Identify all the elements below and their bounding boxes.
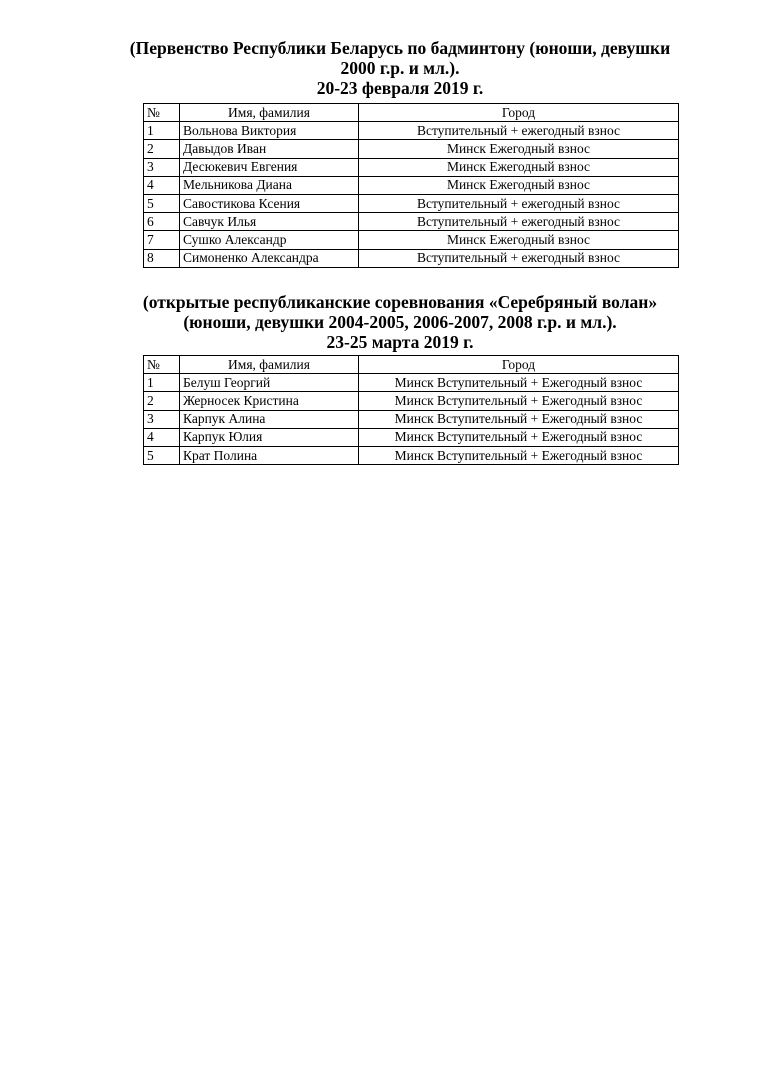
row-number: 7 xyxy=(144,231,180,249)
table-row xyxy=(144,374,679,392)
row-number: 1 xyxy=(144,122,180,140)
participant-name: Крат Полина xyxy=(180,446,359,464)
column-header-number: № xyxy=(144,104,180,122)
participant-name: Симоненко Александра xyxy=(180,249,359,267)
table-row xyxy=(144,410,679,428)
table-row xyxy=(144,176,679,194)
city-fee: Минск Вступительный + Ежегодный взнос xyxy=(359,392,679,410)
city-fee: Минск Вступительный + Ежегодный взнос xyxy=(359,446,679,464)
participant-name: Савчук Илья xyxy=(180,213,359,231)
participant-name: Жерносек Кристина xyxy=(180,392,359,410)
section2-title xyxy=(60,292,740,352)
table-row xyxy=(144,140,679,158)
section1-title-line: 20-23 февраля 2019 г. xyxy=(316,78,484,98)
table-row xyxy=(144,392,679,410)
table-row xyxy=(144,122,679,140)
city-fee: Вступительный + ежегодный взнос xyxy=(359,249,679,267)
city-fee: Вступительный + ежегодный взнос xyxy=(359,194,679,212)
city-fee: Минск Ежегодный взнос xyxy=(359,231,679,249)
section1-title-line: 2000 г.р. и мл.). xyxy=(340,58,460,78)
table-row xyxy=(144,249,679,267)
row-number: 5 xyxy=(144,446,180,464)
participant-name: Десюкевич Евгения xyxy=(180,158,359,176)
section2-title-line: (открытые республиканские соревнования «Серебряный волан» xyxy=(142,292,658,312)
section1-table xyxy=(143,103,679,268)
row-number: 5 xyxy=(144,194,180,212)
row-number: 6 xyxy=(144,213,180,231)
column-header-city: Город xyxy=(359,356,679,374)
table-row xyxy=(144,213,679,231)
section1-title xyxy=(60,38,740,98)
city-fee: Минск Ежегодный взнос xyxy=(359,140,679,158)
column-header-number: № xyxy=(144,356,180,374)
table-row xyxy=(144,428,679,446)
section2-table xyxy=(143,355,679,465)
section2-title-line: (юноши, девушки 2004-2005, 2006-2007, 2008 г.р. и мл.). xyxy=(183,312,617,332)
city-fee: Минск Вступительный + Ежегодный взнос xyxy=(359,410,679,428)
row-number: 3 xyxy=(144,410,180,428)
participant-name: Карпук Алина xyxy=(180,410,359,428)
city-fee: Минск Вступительный + Ежегодный взнос xyxy=(359,374,679,392)
column-header-name: Имя, фамилия xyxy=(180,356,359,374)
row-number: 2 xyxy=(144,140,180,158)
row-number: 4 xyxy=(144,176,180,194)
participant-name: Сушко Александр xyxy=(180,231,359,249)
row-number: 3 xyxy=(144,158,180,176)
participant-name: Давыдов Иван xyxy=(180,140,359,158)
city-fee: Вступительный + ежегодный взнос xyxy=(359,213,679,231)
table-row xyxy=(144,231,679,249)
participant-name: Мельникова Диана xyxy=(180,176,359,194)
city-fee: Вступительный + ежегодный взнос xyxy=(359,122,679,140)
city-fee: Минск Ежегодный взнос xyxy=(359,158,679,176)
city-fee: Минск Ежегодный взнос xyxy=(359,176,679,194)
table-row xyxy=(144,158,679,176)
column-header-city: Город xyxy=(359,104,679,122)
participant-name: Савостикова Ксения xyxy=(180,194,359,212)
table-header-row xyxy=(144,356,679,374)
table-row xyxy=(144,446,679,464)
table-row xyxy=(144,194,679,212)
table-header-row xyxy=(144,104,679,122)
city-fee: Минск Вступительный + Ежегодный взнос xyxy=(359,428,679,446)
participant-name: Вольнова Виктория xyxy=(180,122,359,140)
row-number: 4 xyxy=(144,428,180,446)
section2-title-line: 23-25 марта 2019 г. xyxy=(326,332,474,352)
section1-title-line: (Первенство Республики Беларусь по бадминтону (юноши, девушки xyxy=(129,38,671,58)
column-header-name: Имя, фамилия xyxy=(180,104,359,122)
row-number: 1 xyxy=(144,374,180,392)
participant-name: Карпук Юлия xyxy=(180,428,359,446)
row-number: 8 xyxy=(144,249,180,267)
participant-name: Белуш Георгий xyxy=(180,374,359,392)
row-number: 2 xyxy=(144,392,180,410)
